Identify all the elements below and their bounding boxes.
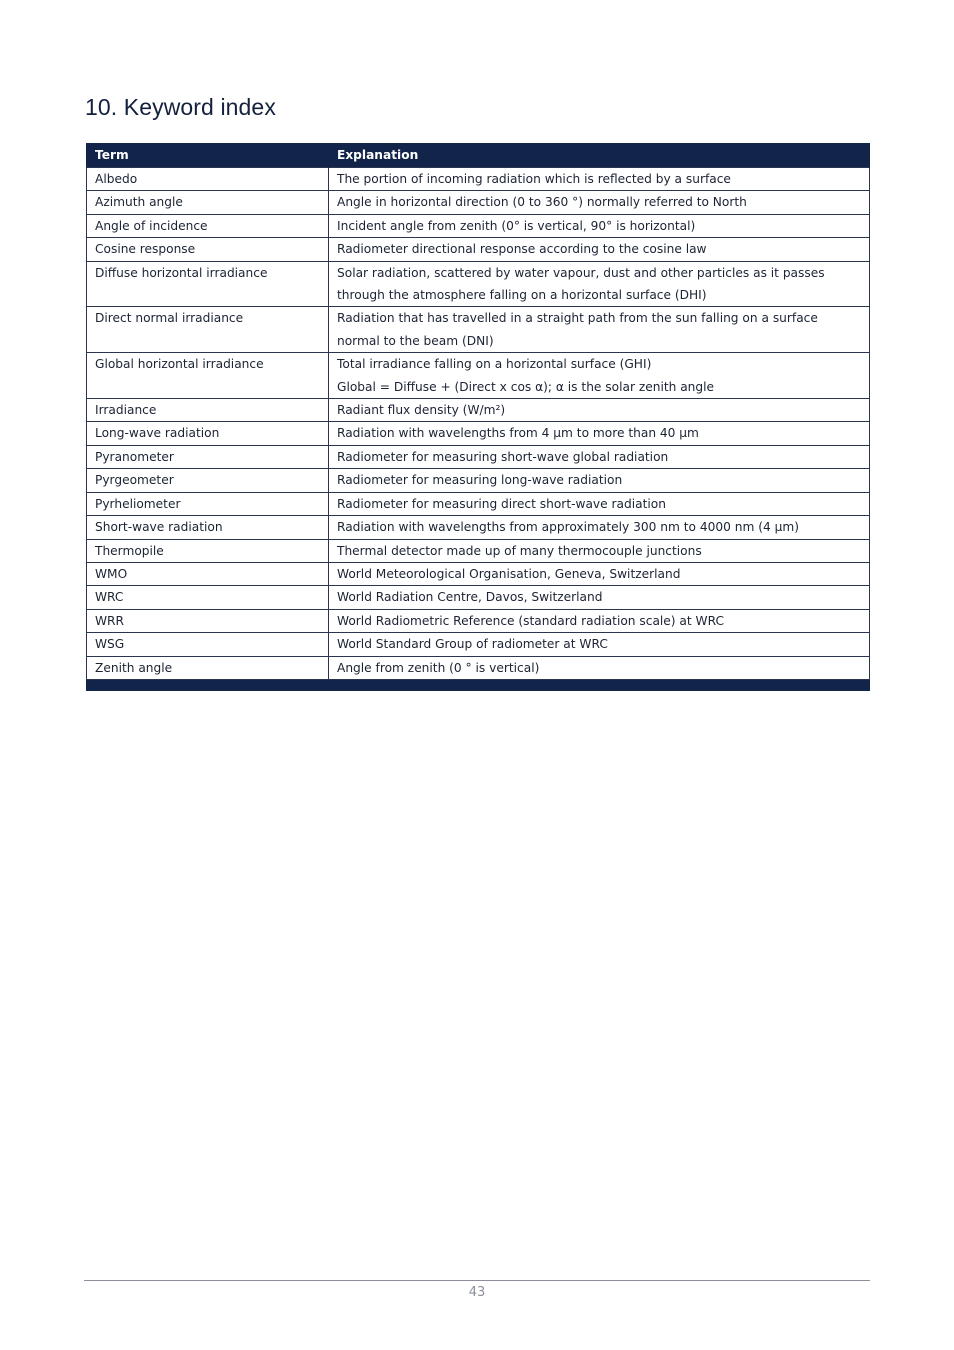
explanation-cell [329, 261, 870, 307]
term-cell: WSG [87, 633, 329, 656]
explanation-cell [329, 191, 870, 214]
term-cell: Angle of incidence [87, 214, 329, 237]
table-row [87, 238, 870, 261]
table-row [87, 516, 870, 539]
explanation-cell [329, 307, 870, 353]
term-cell: Albedo [87, 168, 329, 191]
explanation-text: Radiant flux density (W/m²) [337, 403, 506, 418]
table-row [87, 214, 870, 237]
term-cell: Azimuth angle [87, 191, 329, 214]
table-row [87, 307, 870, 353]
term-cell: Short-wave radiation [87, 516, 329, 539]
explanation-text: Radiometer for measuring long-wave radiation [337, 473, 623, 488]
explanation-cell [329, 469, 870, 492]
page-number: 43 [468, 1285, 486, 1300]
explanation-cell [329, 516, 870, 539]
table-header [87, 143, 870, 168]
table-row [87, 399, 870, 422]
explanation-cell [329, 214, 870, 237]
explanation-text: Radiometer for measuring short-wave global radiation [337, 449, 669, 464]
explanation-cell [329, 633, 870, 656]
term-cell: Cosine response [87, 238, 329, 261]
table-row [87, 492, 870, 515]
term-cell: WMO [87, 562, 329, 585]
term-cell: WRC [87, 586, 329, 609]
explanation-text-line2: Global = Diffuse + (Direct x cos α); α is the solar zenith angle [337, 379, 715, 394]
term-cell: Global horizontal irradiance [87, 353, 329, 399]
table-row [87, 168, 870, 191]
table-row [87, 191, 870, 214]
footer-band-row [87, 679, 870, 691]
explanation-cell [329, 562, 870, 585]
explanation-cell [329, 586, 870, 609]
section-title: 10. Keyword index [85, 94, 276, 120]
explanation-cell [329, 609, 870, 632]
table-body [87, 168, 870, 680]
explanation-text: Angle in horizontal direction (0 to 360 °) normally referred to North [337, 195, 747, 210]
explanation-text: World Meteorological Organisation, Geneva, Switzerland [337, 566, 681, 581]
table-row [87, 633, 870, 656]
explanation-text: Solar radiation, scattered by water vapour, dust and other particles as it passes through the atmosphere falling on a horizontal surface (DHI) [337, 265, 825, 303]
term-cell: Direct normal irradiance [87, 307, 329, 353]
explanation-text: The portion of incoming radiation which is reflected by a surface [337, 172, 731, 186]
term-cell: Diffuse horizontal irradiance [87, 261, 329, 307]
explanation-cell [329, 445, 870, 468]
explanation-cell [329, 492, 870, 515]
explanation-text: Total irradiance falling on a horizontal surface (GHI) [337, 357, 652, 372]
table-footer-band [87, 679, 870, 691]
term-cell: Thermopile [87, 539, 329, 562]
explanation-text: World Radiation Centre, Davos, Switzerland [337, 590, 603, 605]
explanation-text: Radiometer directional response according to the cosine law [337, 242, 707, 257]
table-row [87, 539, 870, 562]
table-row [87, 422, 870, 445]
footer-band-cell [329, 679, 870, 691]
explanation-cell [329, 422, 870, 445]
explanation-cell [329, 353, 870, 399]
explanation-text: Radiation that has travelled in a straight path from the sun falling on a surface normal to the beam (DNI) [337, 311, 818, 348]
table-row [87, 469, 870, 492]
explanation-text: Radiation with wavelengths from approximately 300 nm to 4000 nm (4 µm) [337, 520, 799, 535]
table-row [87, 609, 870, 632]
term-cell: Zenith angle [87, 656, 329, 679]
header-term: Term [87, 143, 329, 168]
term-cell: Pyrgeometer [87, 469, 329, 492]
table-row [87, 261, 870, 307]
explanation-text: Thermal detector made up of many thermocouple junctions [337, 543, 702, 558]
keyword-table [86, 143, 870, 691]
table-row [87, 445, 870, 468]
header-row [87, 143, 870, 168]
term-cell: Long-wave radiation [87, 422, 329, 445]
term-cell: Pyranometer [87, 445, 329, 468]
explanation-text: Radiometer for measuring direct short-wave radiation [337, 496, 666, 511]
term-cell: Pyrheliometer [87, 492, 329, 515]
header-explanation: Explanation [329, 143, 870, 168]
term-cell: WRR [87, 609, 329, 632]
table-row [87, 656, 870, 679]
explanation-text: World Radiometric Reference (standard radiation scale) at WRC [337, 613, 724, 628]
table-row [87, 562, 870, 585]
footer-divider [84, 1280, 870, 1281]
explanation-text: Incident angle from zenith (0° is vertical, 90° is horizontal) [337, 218, 696, 233]
explanation-text: Radiation with wavelengths from 4 µm to more than 40 µm [337, 426, 699, 441]
table-row [87, 586, 870, 609]
explanation-text: Angle from zenith (0 ° is vertical) [337, 660, 540, 675]
explanation-cell [329, 168, 870, 191]
explanation-cell [329, 238, 870, 261]
term-cell: Irradiance [87, 399, 329, 422]
explanation-cell [329, 656, 870, 679]
explanation-cell [329, 539, 870, 562]
footer-band-cell [87, 679, 329, 691]
explanation-text: World Standard Group of radiometer at WRC [337, 637, 608, 652]
explanation-cell [329, 399, 870, 422]
table-row [87, 353, 870, 399]
